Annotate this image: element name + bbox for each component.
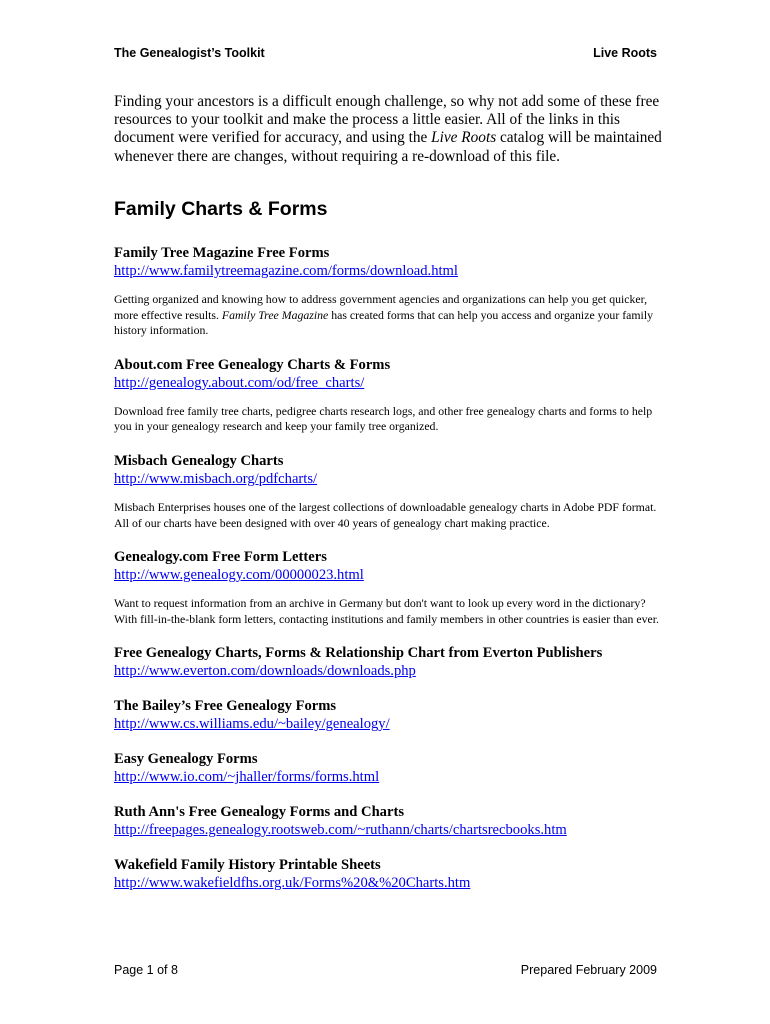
resource-entry (114, 750, 662, 786)
page-header (114, 46, 657, 60)
resource-description: Download free family tree charts, pedigree charts research logs, and other free genealogy charts and forms to help you in your genealogy research and keep your family tree organized. (114, 403, 653, 434)
intro-text-2: catalog will be maintained whenever there are changes, without requiring a re-download of this file. (114, 129, 662, 165)
resource-list (114, 244, 662, 892)
resource-link[interactable]: http://genealogy.about.com/od/free_charts/ (114, 374, 365, 391)
intro-text-1: Finding your ancestors is a difficult enough challenge, so why not add some of these free resources to your toolkit and make the process a little easier. All of the links in this document were verified for accuracy, and using the (114, 93, 660, 147)
resource-title: Family Tree Magazine Free Forms (114, 245, 330, 261)
resource-title: Ruth Ann's Free Genealogy Forms and Charts (114, 804, 404, 821)
resource-title: Easy Genealogy Forms (114, 751, 258, 768)
resource-title: The Bailey’s Free Genealogy Forms (114, 698, 337, 715)
resource-title: Misbach Genealogy Charts (114, 452, 284, 469)
resource-link[interactable]: http://www.cs.williams.edu/~bailey/genealogy/ (114, 716, 390, 733)
resource-link[interactable]: http://www.io.com/~jhaller/forms/forms.html (114, 769, 380, 786)
prepared-date: Prepared February 2009 (520, 963, 657, 977)
desc-emphasis: Family Tree Magazine (221, 307, 329, 322)
resource-link[interactable]: http://freepages.genealogy.rootsweb.com/~ruthann/charts/chartsrecbooks.htm (114, 822, 567, 839)
resource-entry (114, 644, 662, 680)
page-footer (114, 963, 657, 977)
intro-emphasis: Live Roots (431, 129, 497, 147)
header-brand: Live Roots (593, 46, 657, 60)
resource-title: About.com Free Genealogy Charts & Forms (114, 356, 391, 373)
resource-title: Free Genealogy Charts, Forms & Relationship Chart from Everton Publishers (114, 645, 603, 662)
header-doc-title: The Genealogist’s Toolkit (114, 46, 265, 60)
resource-link[interactable]: http://www.wakefieldfhs.org.uk/Forms%20&%20Charts.htm (114, 875, 471, 892)
resource-entry (114, 697, 662, 733)
resource-description: Misbach Enterprises houses one of the largest collections of downloadable genealogy charts in Adobe PDF format. All of our charts have been designed with over 40 years of genealogy chart making practice. (114, 499, 657, 530)
resource-link[interactable]: http://www.genealogy.com/00000023.html (114, 567, 364, 584)
resource-description (114, 292, 662, 339)
resource-entry (114, 548, 662, 627)
resource-entry (114, 244, 662, 339)
section-title: Family Charts & Forms (114, 198, 328, 220)
resource-entry (114, 803, 662, 839)
resource-description: Want to request information from an archive in Germany but don't want to look up every word in the dictionary? With fill-in-the-blank form letters, contacting institutions and family members in other countries is easier than ever. (114, 596, 659, 626)
resource-link[interactable]: http://www.everton.com/downloads/downloads.php (114, 663, 416, 680)
intro-paragraph (114, 93, 662, 166)
resource-link[interactable]: http://www.familytreemagazine.com/forms/download.html (114, 263, 458, 279)
resource-entry (114, 356, 662, 435)
resource-link[interactable]: http://www.misbach.org/pdfcharts/ (114, 470, 318, 487)
page-number: Page 1 of 8 (114, 963, 178, 977)
resource-title: Genealogy.com Free Form Letters (114, 549, 327, 566)
resource-entry (114, 452, 662, 531)
desc-text-1: Getting organized and knowing how to address government agencies and organizations can help you get quicker, more effective results. (114, 292, 648, 322)
desc-text-2: has created forms that can help you access and organize your family history information. (114, 307, 653, 338)
resource-entry (114, 856, 662, 892)
resource-title: Wakefield Family History Printable Sheets (114, 857, 381, 874)
